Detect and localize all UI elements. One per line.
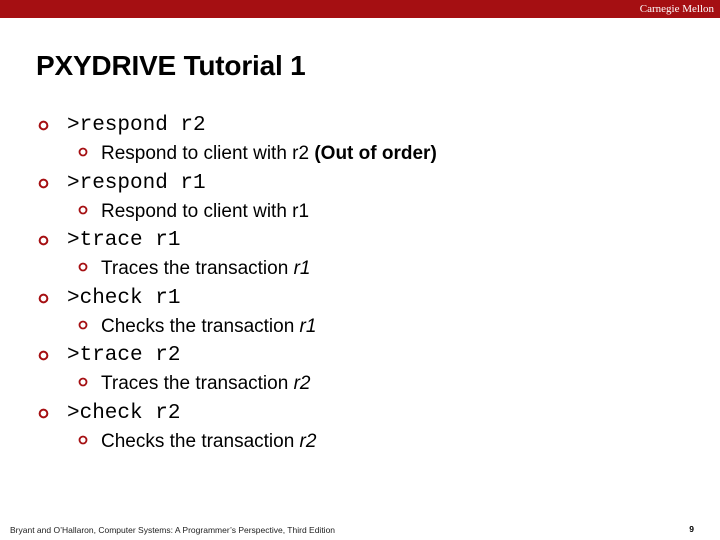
- sub-item-text: [101, 199, 309, 225]
- list-item: [38, 285, 698, 343]
- list-item: [38, 227, 698, 285]
- ring-bullet-icon: [78, 320, 88, 330]
- list-item: [38, 400, 698, 458]
- sub-item-italic: r1: [293, 258, 311, 279]
- ring-bullet-icon: [78, 262, 88, 272]
- ring-bullet-icon: [38, 235, 49, 246]
- sub-item-text: [101, 429, 316, 455]
- list-item: [38, 170, 698, 228]
- sub-item-plain: Traces the transaction: [101, 373, 294, 394]
- sub-item-italic: r2: [293, 373, 311, 394]
- sub-item-text: [101, 256, 310, 282]
- slide-title: [36, 48, 306, 84]
- ring-bullet-icon: [78, 205, 88, 215]
- page-number: 9: [689, 524, 694, 534]
- list-item: [38, 112, 698, 170]
- ring-bullet-icon: [78, 147, 88, 157]
- sub-item-plain: Respond to client with r2: [101, 143, 315, 164]
- ring-bullet-icon: [78, 377, 88, 387]
- ring-bullet-icon: [38, 293, 49, 304]
- footer-citation: Bryant and O’Hallaron, Computer Systems: A Programmer’s Perspective, Third Edition: [10, 525, 336, 535]
- list-item: [38, 342, 698, 400]
- sub-item-italic: r2: [299, 430, 317, 452]
- command-text: >trace r2: [67, 344, 181, 367]
- sub-item-plain: Checks the transaction: [101, 315, 300, 337]
- ring-bullet-icon: [38, 350, 49, 361]
- title-rest: Tutorial 1: [176, 50, 306, 81]
- sub-item-plain: Checks the transaction: [101, 430, 300, 452]
- command-text: >respond r2: [67, 114, 206, 137]
- bullet-list: [38, 112, 698, 457]
- header-bar: [0, 0, 720, 18]
- command-text: >check r1: [67, 286, 181, 310]
- ring-bullet-icon: [78, 435, 88, 445]
- sub-item-plain: Respond to client with r1: [101, 200, 310, 222]
- sub-item-text: [101, 141, 437, 167]
- ring-bullet-icon: [38, 178, 49, 189]
- command-text: >trace r1: [67, 229, 181, 252]
- sub-item-plain: Traces the transaction: [101, 258, 294, 279]
- sub-item-text: [101, 314, 316, 340]
- title-prefix: PXYDRIVE: [36, 50, 176, 81]
- command-text: >respond r1: [67, 171, 206, 195]
- command-text: >check r2: [67, 401, 181, 425]
- ring-bullet-icon: [38, 120, 49, 131]
- ring-bullet-icon: [38, 408, 49, 419]
- sub-item-text: [101, 371, 310, 397]
- sub-item-bold: (Out of order): [314, 143, 437, 164]
- sub-item-italic: r1: [299, 315, 317, 337]
- brand-label: Carnegie Mellon: [639, 3, 714, 15]
